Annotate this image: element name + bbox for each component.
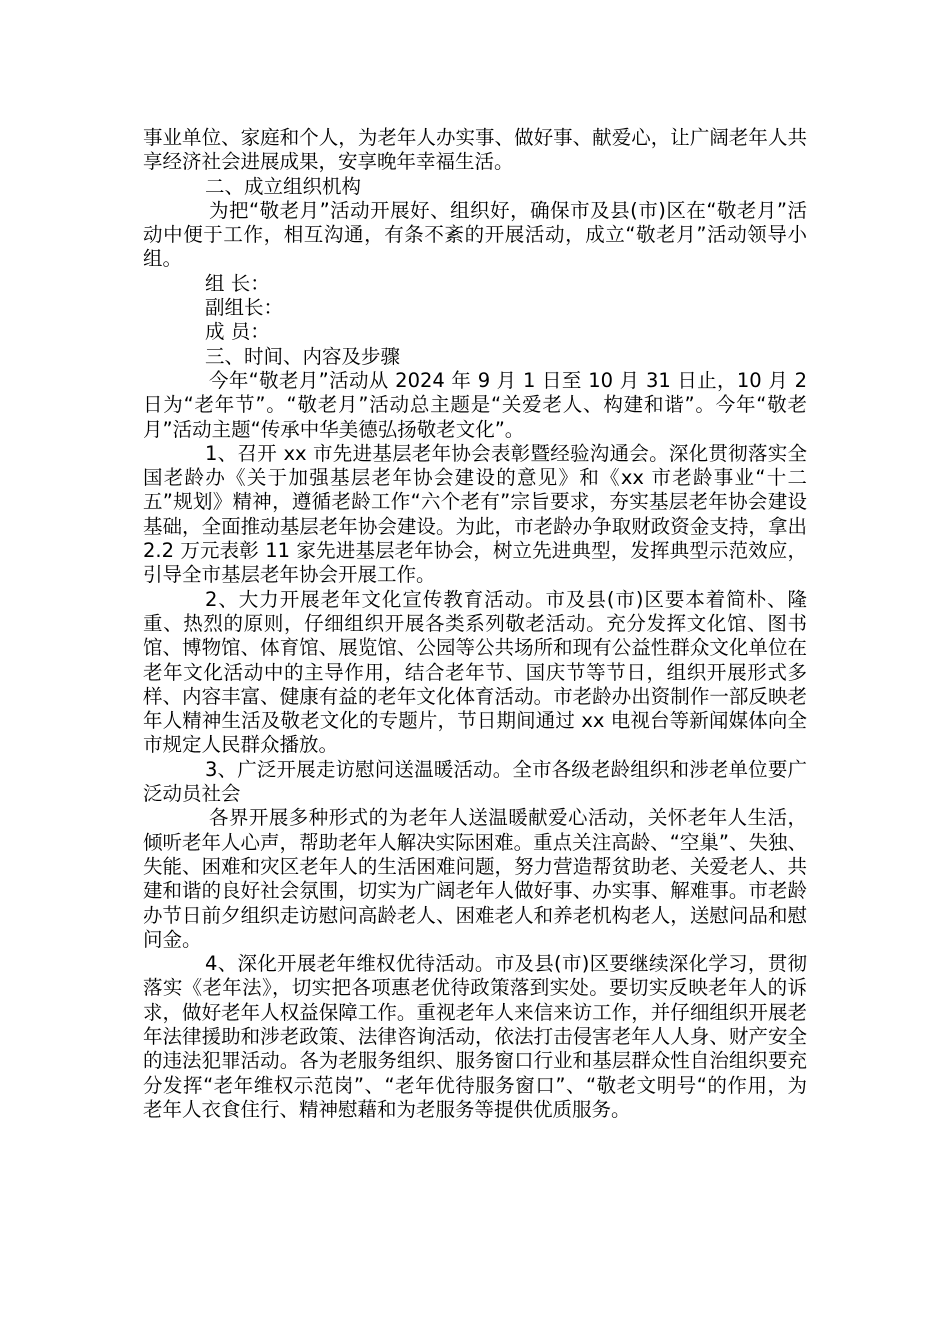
paragraph-intro-continuation: 事业单位、家庭和个人，为老年人办实事、做好事、献爱心，让广阔老年人共享经济社会进展成果，安享晚年幸福生活。	[143, 126, 807, 174]
field-group-leader: 组 长：	[205, 271, 270, 295]
field-members: 成 员：	[205, 320, 270, 344]
paragraph-schedule: 今年“敬老月”活动从 2024 年 9 月 1 日至 10 月 31 日止，10 月 2 日为“老年节”。“敬老月”活动总主题是“关爱老人、构建和谐”。今年“敬老月”活动主题“传承中华美德弘扬敬老文化”。	[143, 368, 807, 441]
section-heading-organization: 二、成立组织机构	[205, 174, 362, 198]
document-body	[143, 126, 807, 1122]
paragraph-item-4: 4、深化开展老年维权优待活动。市及县(市)区要继续深化学习，贯彻落实《老年法》，切实把各项惠老优待政策落到实处。要切实反映老年人的诉求，做好老年人权益保障工作。重视老年人来信来访工作，并仔细组织开展老年法律援助和涉老政策、法律咨询活动，依法打击侵害老年人人身、财产安全的违法犯罪活动。各为老服务组织、服务窗口行业和基层群众性自治组织要充分发挥“老年维权示范岗”、“老年优待服务窗口”、“敬老文明号“的作用，为老年人衣食住行、精神慰藉和为老服务等提供优质服务。	[143, 952, 807, 1121]
paragraph-item-2: 2、大力开展老年文化宣传教育活动。市及县(市)区要本着简朴、隆重、热烈的原则，仔细组织开展各类系列敬老活动。充分发挥文化馆、图书馆、博物馆、体育馆、展览馆、公园等公共场所和现有公益性群众文化单位在老年文化活动中的主导作用，结合老年节、国庆节等节日，组织开展形式多样、内容丰富、健康有益的老年文化体育活动。市老龄办出资制作一部反映老年人精神生活及敬老文化的专题片，节日期间通过 xx 电视台等新闻媒体向全市规定人民群众播放。	[143, 587, 807, 757]
section-heading-schedule: 三、时间、内容及步骤	[205, 344, 401, 368]
paragraph-item-3: 3、广泛开展走访慰问送温暖活动。全市各级老龄组织和涉老单位要广泛动员社会	[143, 757, 807, 806]
paragraph-item-3-continued: 各界开展多种形式的为老年人送温暖献爱心活动，关怀老年人生活，倾听老年人心声，帮助老年人解决实际困难。重点关注高龄、“空巢”、失独、失能、困难和灾区老年人的生活困难问题，努力营造帮贫助老、关爱老人、共建和谐的良好社会氛围，切实为广阔老年人做好事、办实事、解难事。市老龄办节日前夕组织走访慰问高龄老人、困难老人和养老机构老人，送慰问品和慰问金。	[143, 806, 807, 951]
paragraph-organization: 为把“敬老月”活动开展好、组织好，确保市及县(市)区在“敬老月”活动中便于工作，相互沟通，有条不紊的开展活动，成立“敬老月”活动领导小组。	[143, 198, 807, 271]
field-deputy-leader: 副组长：	[205, 296, 284, 320]
paragraph-item-1: 1、召开 xx 市先进基层老年协会表彰暨经验沟通会。深化贯彻落实全国老龄办《关于加强基层老年协会建设的意见》和《xx 市老龄事业“十二五”规划》精神，遵循老龄工作“六个老有”宗旨要求，夯实基层老年协会建设基础，全面推动基层老年协会建设。为此，市老龄办争取财政资金支持，拿出 2.2 万元表彰 11 家先进基层老年协会，树立先进典型，发挥典型示范效应，引导全市基层老年协会开展工作。	[143, 441, 807, 587]
